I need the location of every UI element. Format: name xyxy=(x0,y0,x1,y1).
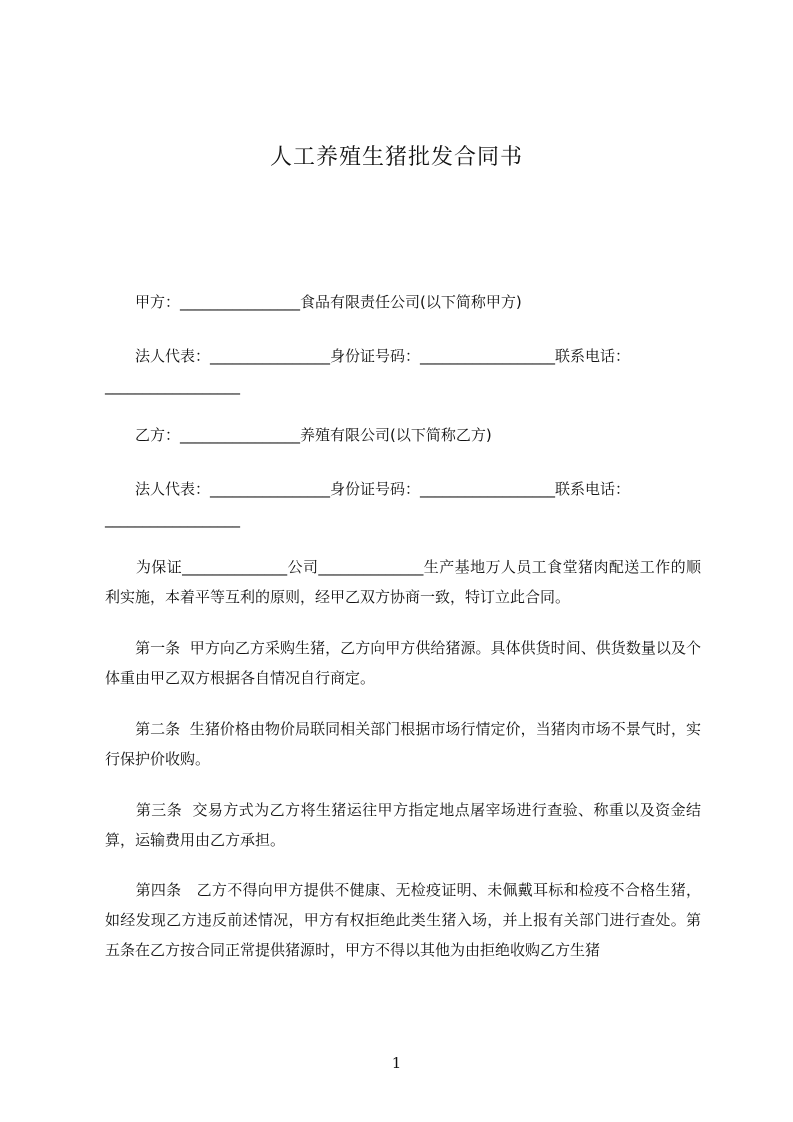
article-two-paragraph: 第二条 生猪价格由物价局联同相关部门根据市场行情定价，当猪肉市场不景气时，实行保护价收购。 xyxy=(105,720,701,768)
document-title: 人工养殖生猪批发合同书 xyxy=(269,145,523,170)
party-b-paragraph: 乙方：________________养殖有限公司(以下简称乙方) xyxy=(105,426,492,444)
preamble-paragraph: 为保证______________公司______________生产基地万人员工食堂猪肉配送工作的顺利实施，本着平等互利的原则，经甲乙双方协商一致，特订立此合同。 xyxy=(105,558,701,606)
page-number: 1 xyxy=(391,1054,402,1072)
party-a-representative-paragraph: 法人代表：________________身份证号码：__________________联系电话：__________________ xyxy=(105,347,631,395)
article-four-paragraph: 第四条 乙方不得向甲方提供不健康、无检疫证明、未佩戴耳标和检疫不合格生猪，如经发现乙方违反前述情况，甲方有权拒绝此类生猪入场，并上报有关部门进行查处。第五条在乙方按合同正常提供猪源时，甲方不得以其他为由拒绝收购乙方生猪 xyxy=(105,881,701,959)
article-one-paragraph: 第一条 甲方向乙方采购生猪，乙方向甲方供给猪源。具体供货时间、供货数量以及个体重由甲乙双方根据各自情况自行商定。 xyxy=(105,639,701,687)
party-a-paragraph: 甲方：________________食品有限责任公司(以下简称甲方) xyxy=(105,293,522,311)
article-three-paragraph: 第三条 交易方式为乙方将生猪运往甲方指定地点屠宰场进行查验、称重以及资金结算，运输费用由乙方承担。 xyxy=(105,801,701,849)
party-b-representative-paragraph: 法人代表：________________身份证号码：__________________联系电话：__________________ xyxy=(105,480,631,528)
